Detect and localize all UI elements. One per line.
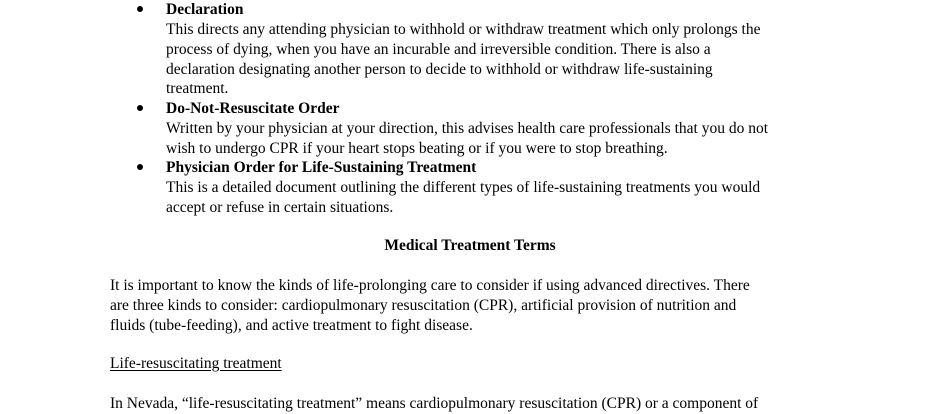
list-item-body: This directs any attending physician to withhold or withdraw treatment which only prolongs the process of dying, when you have an incurable and irreversible condition. There is also a declaration designating another person to decide to withhold or withdraw life-sustaining treatment. — [166, 21, 761, 98]
intro-paragraph: It is important to know the kinds of life-prolonging care to consider if using advanced directives. There are three kinds to consider: cardiopulmonary resuscitation (CPR), artificial provision of nutrition and fluids (tube-feeding), and active treatment to fight disease. — [110, 277, 750, 334]
subheading-life-resuscitating: Life-resuscitating treatment — [110, 355, 282, 372]
section-heading: Medical Treatment Terms — [384, 237, 556, 254]
list-item-title: Physician Order for Life-Sustaining Treatment — [166, 159, 477, 176]
list-item-body: Written by your physician at your direction, this advises health care professionals that you do not wish to undergo CPR if your heart stops beating or if you were to stop breathing. — [166, 120, 769, 157]
bullet-icon — [137, 164, 143, 170]
list-item-title: Declaration — [166, 1, 244, 18]
cutoff-paragraph-line: In Nevada, “life-resuscitating treatment” means cardiopulmonary resuscitation (CPR) or a component of — [110, 395, 759, 412]
list-item-title: Do-Not-Resuscitate Order — [166, 100, 340, 117]
list-item-body: This is a detailed document outlining the different types of life-sustaining treatments you would accept or refuse in certain situations. — [166, 179, 761, 216]
bullet-icon — [137, 105, 143, 111]
bullet-icon — [137, 6, 143, 12]
